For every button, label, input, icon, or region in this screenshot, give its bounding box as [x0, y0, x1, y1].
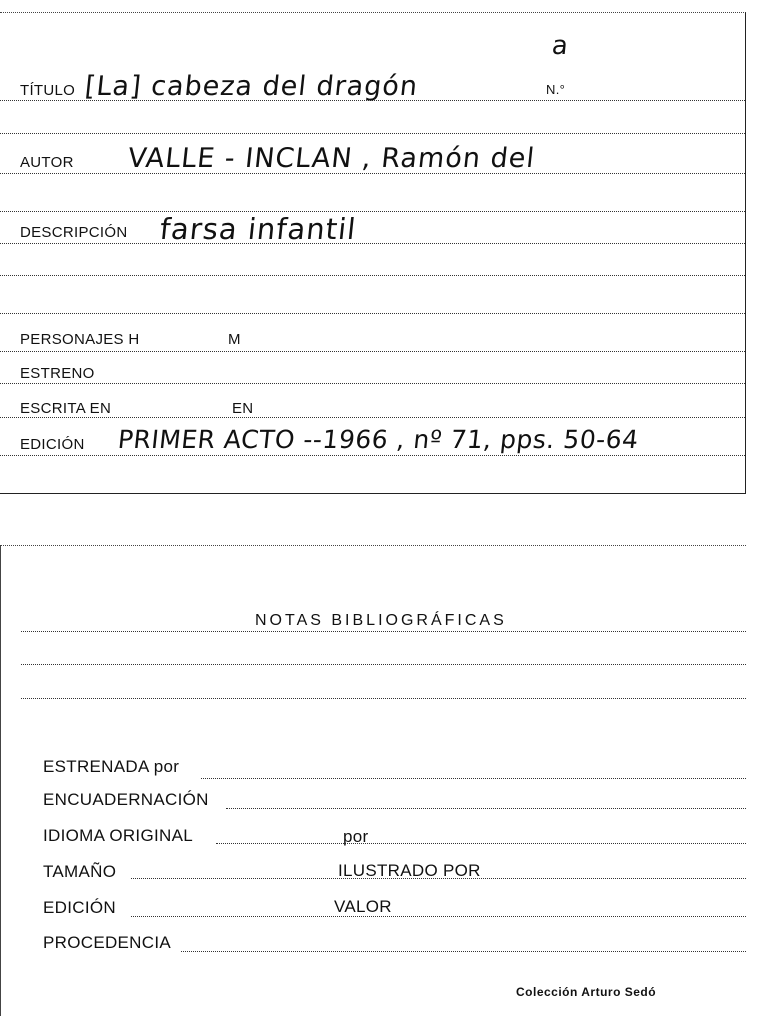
valor-label: VALOR	[334, 897, 392, 916]
edicion-label: EDICIÓN	[20, 436, 85, 453]
personajes-label: PERSONAJES H	[20, 331, 140, 348]
rule-line	[0, 383, 745, 384]
procedencia-label: PROCEDENCIA	[43, 933, 171, 952]
notas-heading: NOTAS BIBLIOGRÁFICAS	[255, 612, 507, 629]
collection-footer: Colección Arturo Sedó	[516, 985, 657, 999]
numero-label: N.°	[546, 82, 566, 97]
escrita-label: ESCRITA EN	[20, 400, 112, 417]
rule-line	[0, 211, 745, 212]
rule-line	[0, 313, 745, 314]
rule-line	[0, 417, 745, 418]
tamano-label: TAMAÑO	[43, 862, 117, 881]
titulo-value: [La] cabeza del dragón	[83, 71, 420, 102]
idioma-label: IDIOMA ORIGINAL	[43, 826, 193, 845]
catalog-card-front	[0, 12, 746, 494]
idioma-por-label: por	[343, 827, 369, 846]
rule-line	[0, 275, 745, 276]
rule-line	[0, 351, 745, 352]
rule-line	[131, 916, 746, 917]
autor-value: VALLE - INCLAN , Ramón del	[126, 143, 537, 174]
edicion-back-label: EDICIÓN	[43, 898, 116, 917]
catalog-card-back	[0, 545, 746, 1016]
autor-label: AUTOR	[20, 154, 74, 171]
rule-line	[21, 631, 746, 632]
rule-line	[226, 808, 746, 809]
rule-line	[201, 778, 746, 779]
encuadernacion-label: ENCUADERNACIÓN	[43, 790, 209, 809]
escrita-en-label: EN	[232, 400, 254, 417]
estrenada-label: ESTRENADA por	[43, 757, 180, 776]
rule-line	[0, 243, 745, 244]
descripcion-label: DESCRIPCIÓN	[20, 224, 128, 241]
rule-line	[0, 133, 745, 134]
rule-line	[21, 664, 746, 665]
descripcion-value: farsa infantil	[158, 212, 359, 246]
edicion-value: PRIMER ACTO --1966 , nº 71, pps. 50-64	[116, 425, 641, 454]
rule-line	[0, 455, 745, 456]
rule-line	[216, 843, 746, 844]
rule-line	[21, 698, 746, 699]
ilustrado-label: ILUSTRADO POR	[338, 861, 481, 880]
personajes-m-label: M	[228, 331, 241, 348]
numero-mark: a	[550, 31, 571, 61]
rule-line	[181, 951, 746, 952]
titulo-label: TÍTULO	[20, 82, 76, 99]
estreno-label: ESTRENO	[20, 365, 95, 382]
